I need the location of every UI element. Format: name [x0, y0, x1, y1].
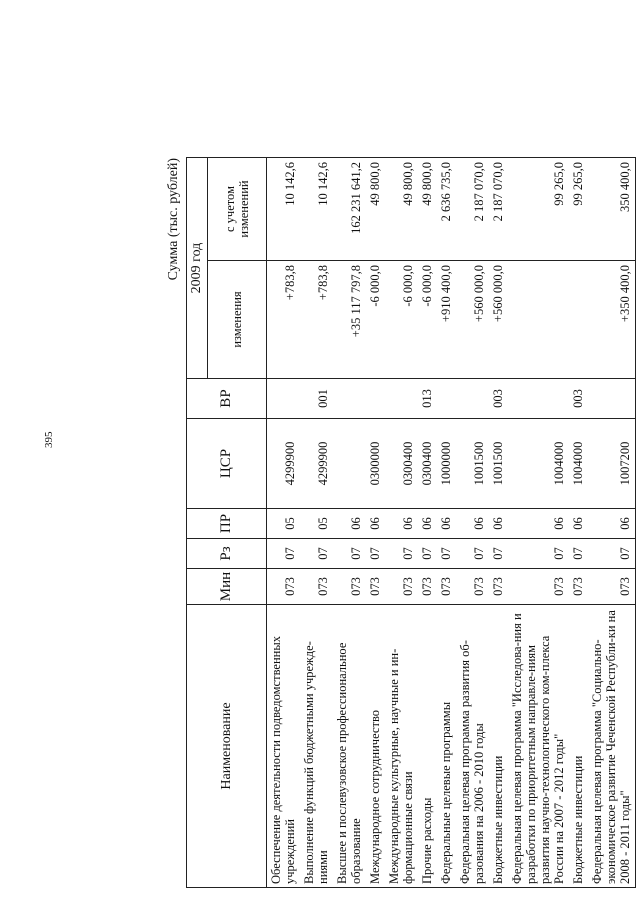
cell-rz: 07: [267, 539, 301, 569]
cell-pr: 06: [437, 509, 456, 539]
cell-rz: 07: [333, 539, 366, 569]
budget-table-sheet: [166, 158, 632, 888]
cell-min: 073: [456, 569, 489, 605]
cell-min: 073: [437, 569, 456, 605]
cell-min: 073: [267, 569, 301, 605]
cell-name: Международные культурные, научные и ин-формационные связи: [385, 605, 418, 888]
cell-rz: 07: [569, 539, 588, 569]
cell-name: Обеспечение деятельности подведомственных учреждений: [267, 605, 301, 888]
header-with-changes: с учетом изменений: [208, 158, 267, 261]
cell-total: 2 187 070,0: [489, 158, 508, 261]
cell-min: 073: [569, 569, 588, 605]
cell-min: 073: [418, 569, 437, 605]
cell-min: 073: [588, 569, 636, 605]
cell-csr: 1004000: [508, 419, 569, 509]
cell-change: [508, 261, 569, 379]
cell-pr: 05: [267, 509, 301, 539]
header-min: Мин: [187, 569, 267, 605]
cell-vr: [267, 379, 301, 419]
table-row: [366, 158, 385, 888]
budget-table: [186, 157, 636, 888]
cell-pr: 05: [300, 509, 333, 539]
cell-rz: 07: [456, 539, 489, 569]
cell-change: +910 400,0: [437, 261, 456, 379]
cell-change: +350 400,0: [588, 261, 636, 379]
cell-name: Федеральная целевая программа "Исследова-ния и разработки по приоритетным направле-ниям развития научно-технологического ком-плекса России на 2007 - 2012 годы": [508, 605, 569, 888]
header-vr: ВР: [187, 379, 267, 419]
cell-csr: 1007200: [588, 419, 636, 509]
cell-name: Бюджетные инвестиции: [569, 605, 588, 888]
cell-vr: [385, 379, 418, 419]
table-row: [385, 158, 418, 888]
cell-vr: [437, 379, 456, 419]
cell-csr: 1001500: [456, 419, 489, 509]
cell-csr: 1004000: [569, 419, 588, 509]
table-row: [333, 158, 366, 888]
cell-vr: 001: [300, 379, 333, 419]
cell-change: +560 000,0: [456, 261, 489, 379]
table-row: [508, 158, 569, 888]
cell-min: 073: [385, 569, 418, 605]
cell-pr: 06: [489, 509, 508, 539]
cell-rz: 07: [418, 539, 437, 569]
cell-rz: 07: [366, 539, 385, 569]
cell-name: Федеральная целевая программа развития об-разования на 2006 - 2010 годы: [456, 605, 489, 888]
cell-csr: 0300000: [366, 419, 385, 509]
header-name: Наименование: [187, 605, 267, 888]
cell-name: Высшее и послевузовское профессиональное образование: [333, 605, 366, 888]
table-row: [267, 158, 301, 888]
cell-total: 10 142,6: [300, 158, 333, 261]
cell-rz: 07: [437, 539, 456, 569]
cell-total: 99 265,0: [508, 158, 569, 261]
cell-name: Выполнение функций бюджетными учрежде-ниями: [300, 605, 333, 888]
cell-change: +783,8: [267, 261, 301, 379]
cell-csr: [333, 419, 366, 509]
cell-pr: 06: [418, 509, 437, 539]
cell-pr: 06: [456, 509, 489, 539]
cell-total: 49 800,0: [418, 158, 437, 261]
cell-min: 073: [508, 569, 569, 605]
cell-change: +35 117 797,8: [333, 261, 366, 379]
cell-rz: 07: [385, 539, 418, 569]
cell-pr: 06: [588, 509, 636, 539]
header-pr: ПР: [187, 509, 267, 539]
cell-min: 073: [300, 569, 333, 605]
cell-csr: 1001500: [489, 419, 508, 509]
cell-vr: 003: [569, 379, 588, 419]
cell-name: Международное сотрудничество: [366, 605, 385, 888]
cell-change: [569, 261, 588, 379]
header-changes: изменения: [208, 261, 267, 379]
cell-change: -6 000,0: [385, 261, 418, 379]
cell-vr: [366, 379, 385, 419]
cell-csr: 4299900: [300, 419, 333, 509]
cell-total: 350 400,0: [588, 158, 636, 261]
table-row: [588, 158, 636, 888]
cell-name: Федеральные целевые программы: [437, 605, 456, 888]
header-row-top: [187, 158, 208, 888]
cell-csr: 0300400: [418, 419, 437, 509]
cell-total: 10 142,6: [267, 158, 301, 261]
header-year: 2009 год: [187, 158, 208, 379]
cell-rz: 07: [508, 539, 569, 569]
table-row: [456, 158, 489, 888]
cell-rz: 07: [489, 539, 508, 569]
cell-pr: 06: [333, 509, 366, 539]
cell-pr: 06: [385, 509, 418, 539]
cell-change: -6 000,0: [418, 261, 437, 379]
cell-vr: [508, 379, 569, 419]
cell-pr: 06: [366, 509, 385, 539]
cell-total: 162 231 641,2: [333, 158, 366, 261]
cell-total: 49 800,0: [366, 158, 385, 261]
cell-name: Бюджетные инвестиции: [489, 605, 508, 888]
cell-total: 2 636 735,0: [437, 158, 456, 261]
cell-rz: 07: [588, 539, 636, 569]
cell-name: Федеральная целевая программа "Социально-экономическое развитие Чеченской Республи-ки на 2008 - 2011 годы": [588, 605, 636, 888]
cell-pr: 06: [569, 509, 588, 539]
cell-vr: 003: [489, 379, 508, 419]
cell-min: 073: [489, 569, 508, 605]
cell-change: -6 000,0: [366, 261, 385, 379]
table-row: [569, 158, 588, 888]
cell-total: 49 800,0: [385, 158, 418, 261]
cell-vr: [588, 379, 636, 419]
table-body: [267, 158, 636, 888]
table-row: [300, 158, 333, 888]
cell-min: 073: [366, 569, 385, 605]
cell-csr: 4299900: [267, 419, 301, 509]
cell-csr: 1000000: [437, 419, 456, 509]
cell-csr: 0300400: [385, 419, 418, 509]
cell-name: Прочие расходы: [418, 605, 437, 888]
cell-change: +560 000,0: [489, 261, 508, 379]
page-number: 395: [43, 431, 55, 448]
table-row: [418, 158, 437, 888]
sum-caption: Сумма (тыс. рублей): [166, 158, 181, 281]
cell-min: 073: [333, 569, 366, 605]
cell-total: 99 265,0: [569, 158, 588, 261]
cell-rz: 07: [300, 539, 333, 569]
cell-vr: 013: [418, 379, 437, 419]
cell-total: 2 187 070,0: [456, 158, 489, 261]
table-row: [489, 158, 508, 888]
cell-vr: [456, 379, 489, 419]
cell-pr: 06: [508, 509, 569, 539]
cell-vr: [333, 379, 366, 419]
header-rz: Рз: [187, 539, 267, 569]
header-csr: ЦСР: [187, 419, 267, 509]
table-row: [437, 158, 456, 888]
cell-change: +783,8: [300, 261, 333, 379]
